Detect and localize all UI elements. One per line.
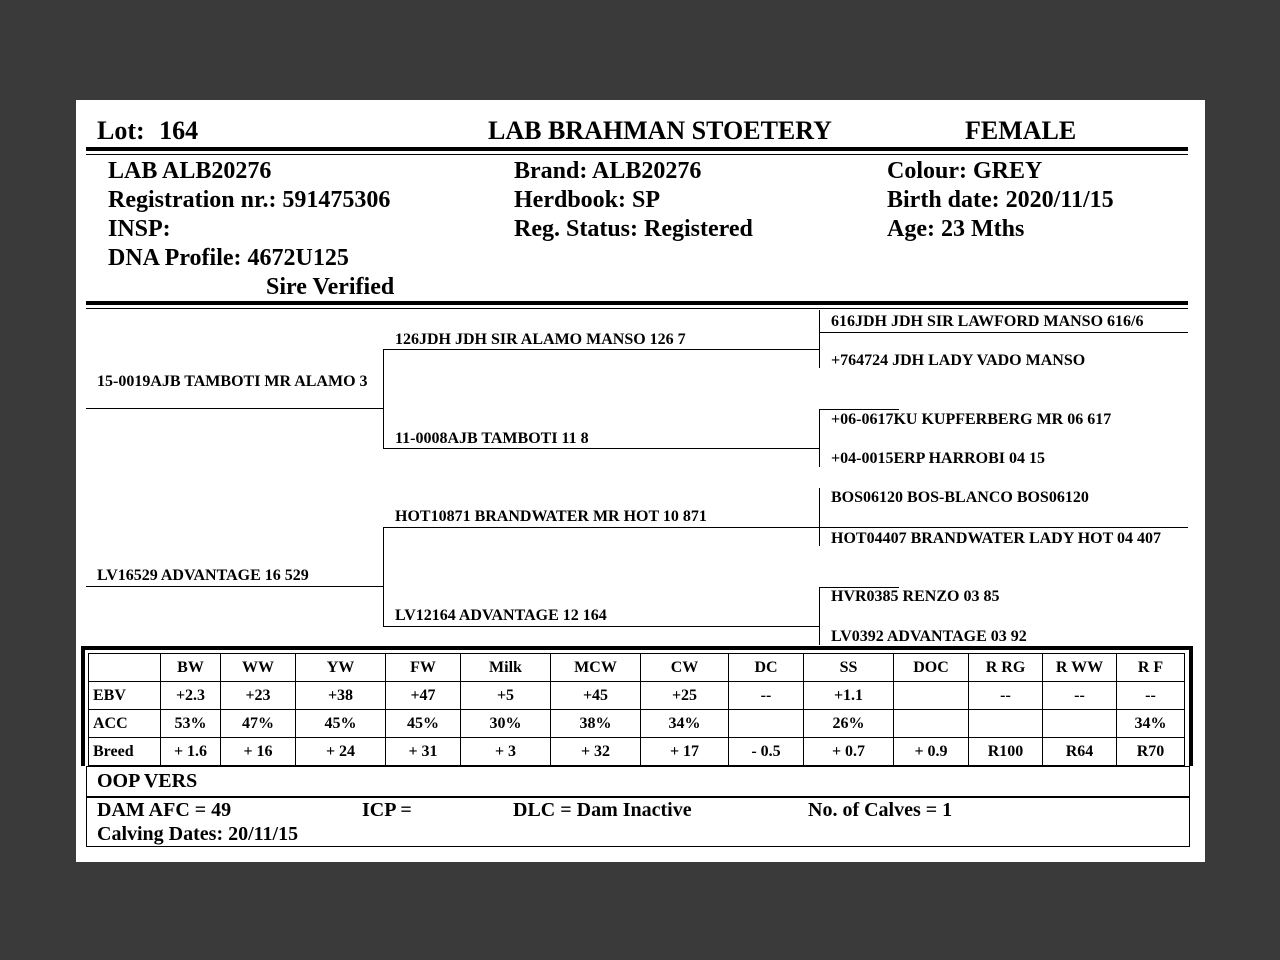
table-cell <box>969 710 1043 738</box>
lot-label-text: Lot: <box>97 116 145 145</box>
animal-name: LAB ALB20276 <box>108 158 272 184</box>
row-label: ACC <box>89 710 161 738</box>
ggp-item: HOT04407 BRANDWATER LADY HOT 04 407 <box>831 530 1161 547</box>
table-cell <box>894 682 969 710</box>
acc-row <box>89 710 1185 738</box>
table-cell: - 0.5 <box>729 738 804 766</box>
ggp-bracket-2 <box>819 409 820 467</box>
dam-sire-name: HOT10871 BRANDWATER MR HOT 10 871 <box>395 508 707 525</box>
reg-status: Reg. Status: Registered <box>514 216 753 242</box>
table-cell: +25 <box>641 682 729 710</box>
header-cell <box>89 654 161 682</box>
ebv-frame-right <box>1189 646 1193 766</box>
ggp-sep-1 <box>819 332 1188 333</box>
ggp-bracket-3 <box>819 488 820 546</box>
header-cell: DOC <box>894 654 969 682</box>
table-cell: R64 <box>1043 738 1117 766</box>
ggp-bracket-1 <box>819 310 820 368</box>
table-cell: + 31 <box>386 738 461 766</box>
ebv-table <box>88 653 1185 766</box>
table-cell: + 3 <box>461 738 551 766</box>
table-cell: R70 <box>1117 738 1185 766</box>
table-cell: + 1.6 <box>161 738 221 766</box>
dam-name: LV16529 ADVANTAGE 16 529 <box>97 567 309 584</box>
ggp-item: 616JDH JDH SIR LAWFORD MANSO 616/6 <box>831 313 1144 330</box>
ggp-sep-3 <box>819 527 1188 528</box>
header-cell: R F <box>1117 654 1185 682</box>
icp: ICP = <box>362 799 412 821</box>
registration-number: Registration nr.: 591475306 <box>108 187 391 213</box>
header-cell: BW <box>161 654 221 682</box>
ebv-row <box>89 682 1185 710</box>
brand: Brand: ALB20276 <box>514 158 702 184</box>
sire-line <box>86 408 384 409</box>
table-cell: 47% <box>221 710 296 738</box>
no-of-calves: No. of Calves = 1 <box>808 799 953 821</box>
ebv-frame-top <box>81 646 1193 650</box>
dlc: DLC = Dam Inactive <box>513 799 692 821</box>
details-rule-thick <box>86 301 1188 305</box>
dam-bracket <box>383 527 384 627</box>
table-cell: + 32 <box>551 738 641 766</box>
table-cell: 45% <box>296 710 386 738</box>
ggp-item: +04-0015ERP HARROBI 04 15 <box>831 450 1046 467</box>
sire-name: 15-0019AJB TAMBOTI MR ALAMO 3 <box>97 373 368 390</box>
header-cell: R RG <box>969 654 1043 682</box>
header-cell: Milk <box>461 654 551 682</box>
sire-dam-name: 11-0008AJB TAMBOTI 11 8 <box>395 430 589 447</box>
table-cell <box>729 710 804 738</box>
oop-label: OOP VERS <box>97 770 198 792</box>
lot-number: 164 <box>159 116 199 145</box>
header-cell: FW <box>386 654 461 682</box>
table-cell: + 0.7 <box>804 738 894 766</box>
header-cell: CW <box>641 654 729 682</box>
table-cell: + 17 <box>641 738 729 766</box>
header-cell: R WW <box>1043 654 1117 682</box>
header-cell: DC <box>729 654 804 682</box>
ds-line <box>383 527 820 528</box>
ggp-item: HVR0385 RENZO 03 85 <box>831 588 1000 605</box>
ggp-item: LV0392 ADVANTAGE 03 92 <box>831 628 1027 645</box>
age: Age: 23 Mths <box>887 216 1025 242</box>
dna-profile: DNA Profile: 4672U125 <box>108 245 349 271</box>
header-rule-thick <box>86 147 1188 151</box>
sire-verified: Sire Verified <box>266 274 395 300</box>
insp-label: INSP: <box>108 216 171 242</box>
dam-dam-name: LV12164 ADVANTAGE 12 164 <box>395 607 607 624</box>
table-cell: + 16 <box>221 738 296 766</box>
table-cell <box>1043 710 1117 738</box>
details-rule-thin <box>86 308 1188 309</box>
oop-box <box>86 766 1190 798</box>
sd-line <box>383 448 820 449</box>
dd-line <box>383 626 820 627</box>
breed-row <box>89 738 1185 766</box>
calving-dates: Calving Dates: 20/11/15 <box>97 823 299 845</box>
ggp-sep-2 <box>819 409 899 410</box>
table-cell: +1.1 <box>804 682 894 710</box>
ggp-item: +06-0617KU KUPFERBERG MR 06 617 <box>831 411 1112 428</box>
table-cell: 45% <box>386 710 461 738</box>
header-rule-thin <box>86 154 1188 155</box>
herdbook: Herdbook: SP <box>514 187 661 213</box>
table-cell: +45 <box>551 682 641 710</box>
table-cell: R100 <box>969 738 1043 766</box>
table-cell: 53% <box>161 710 221 738</box>
header-cell: SS <box>804 654 894 682</box>
table-cell: -- <box>1043 682 1117 710</box>
table-cell: 38% <box>551 710 641 738</box>
table-cell: 26% <box>804 710 894 738</box>
dam-line <box>86 586 384 587</box>
table-cell: 30% <box>461 710 551 738</box>
table-cell: -- <box>729 682 804 710</box>
table-cell: + 0.9 <box>894 738 969 766</box>
header-cell: YW <box>296 654 386 682</box>
lot-label <box>97 116 198 146</box>
table-cell: + 24 <box>296 738 386 766</box>
lot-card <box>76 100 1205 862</box>
header-cell: WW <box>221 654 296 682</box>
sex-label: FEMALE <box>965 116 1077 145</box>
table-cell: +38 <box>296 682 386 710</box>
table-cell: +5 <box>461 682 551 710</box>
row-label: Breed <box>89 738 161 766</box>
ebv-header-row <box>89 654 1185 682</box>
table-cell: -- <box>969 682 1043 710</box>
sire-sire-name: 126JDH JDH SIR ALAMO MANSO 126 7 <box>395 331 686 348</box>
ss-line <box>383 349 820 350</box>
dam-info-box <box>86 796 1190 847</box>
table-cell: +47 <box>386 682 461 710</box>
ebv-frame-left <box>81 646 85 766</box>
row-label: EBV <box>89 682 161 710</box>
table-cell: +2.3 <box>161 682 221 710</box>
table-cell: -- <box>1117 682 1185 710</box>
header-cell: MCW <box>551 654 641 682</box>
table-cell: 34% <box>1117 710 1185 738</box>
ggp-bracket-4 <box>819 587 820 645</box>
sire-bracket <box>383 349 384 449</box>
table-cell: 34% <box>641 710 729 738</box>
table-cell <box>894 710 969 738</box>
table-cell: +23 <box>221 682 296 710</box>
ggp-item: +764724 JDH LADY VADO MANSO <box>831 352 1086 369</box>
ggp-item: BOS06120 BOS-BLANCO BOS06120 <box>831 489 1089 506</box>
colour: Colour: GREY <box>887 158 1043 184</box>
breeder-name: LAB BRAHMAN STOETERY <box>488 116 832 145</box>
dam-afc: DAM AFC = 49 <box>97 799 232 821</box>
birth-date: Birth date: 2020/11/15 <box>887 187 1114 213</box>
